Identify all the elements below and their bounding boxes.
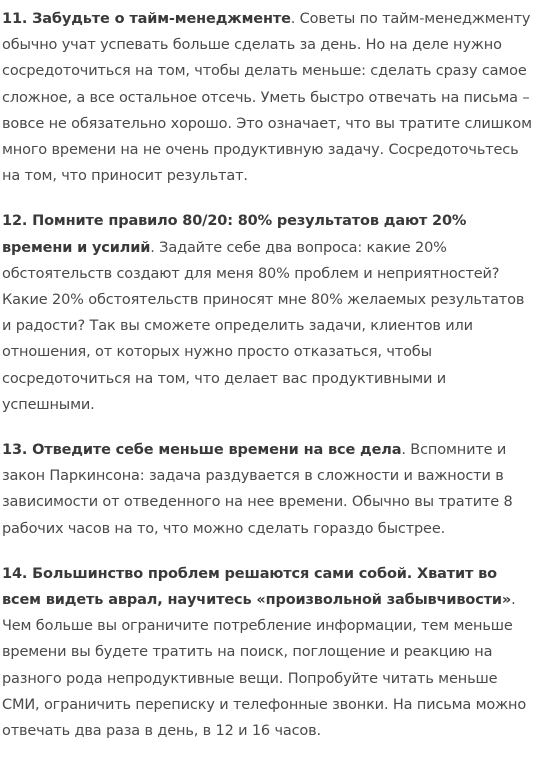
tip-11-heading: 11. Забудьте о тайм-менеджменте <box>2 11 291 27</box>
tip-14-paragraph <box>2 561 533 744</box>
article-body <box>0 6 533 763</box>
tip-12-paragraph <box>2 208 533 418</box>
tip-14-text: . Чем больше вы ограничите потребление информации, тем меньше времени вы будете тратить на поиск, поглощение и реакцию на разного рода непродуктивные вещи. Попробуйте читать меньше СМИ, ограничить переписку и телефонные звонки. На письма можно отвечать два раза в день, в 12 и 16 часов. <box>2 592 527 740</box>
tip-11-paragraph <box>2 6 533 189</box>
tip-12-text: . Задайте себе два вопроса: какие 20% обстоятельств создают для меня 80% проблем и неприятностей? Какие 20% обстоятельств приносят мне 80% желаемых результатов и радости? Так вы сможете определить задачи, клиентов или отношения, от которых нужно просто отказаться, чтобы сосредоточиться на том, что делает вас продуктивными и успешными. <box>2 239 525 413</box>
tip-14-heading: 14. Большинство проблем решаются сами собой. Хватит во всем видеть аврал, научитесь «произвольной забывчивости» <box>2 565 512 609</box>
tip-13-text: . Вспомните и закон Паркинсона: задача раздувается в сложности и важности в зависимости от отведенного на нее времени. Обычно вы тратите 8 рабочих часов на то, что можно сделать гораздо быстрее. <box>2 442 513 537</box>
tip-12-heading: 12. Помните правило 80/20: 80% результатов дают 20% времени и усилий <box>2 213 467 256</box>
tip-13-heading: 13. Отведите себе меньше времени на все дела <box>2 442 402 459</box>
tip-11-text: . Советы по тайм-менеджменту обычно учат успевать больше сделать за день. Но на деле нужно сосредоточиться на том, чтобы делать меньше: сделать сразу самое сложное, а все остальное отсечь. Уметь быстро отвечать на письма – вовсе не обязательно хорошо. Это означает, что вы тратите слишком много времени на не очень продуктивную задачу. Сосредоточьтесь на том, что приносит результат. <box>2 11 532 185</box>
tip-13-paragraph <box>2 437 533 542</box>
